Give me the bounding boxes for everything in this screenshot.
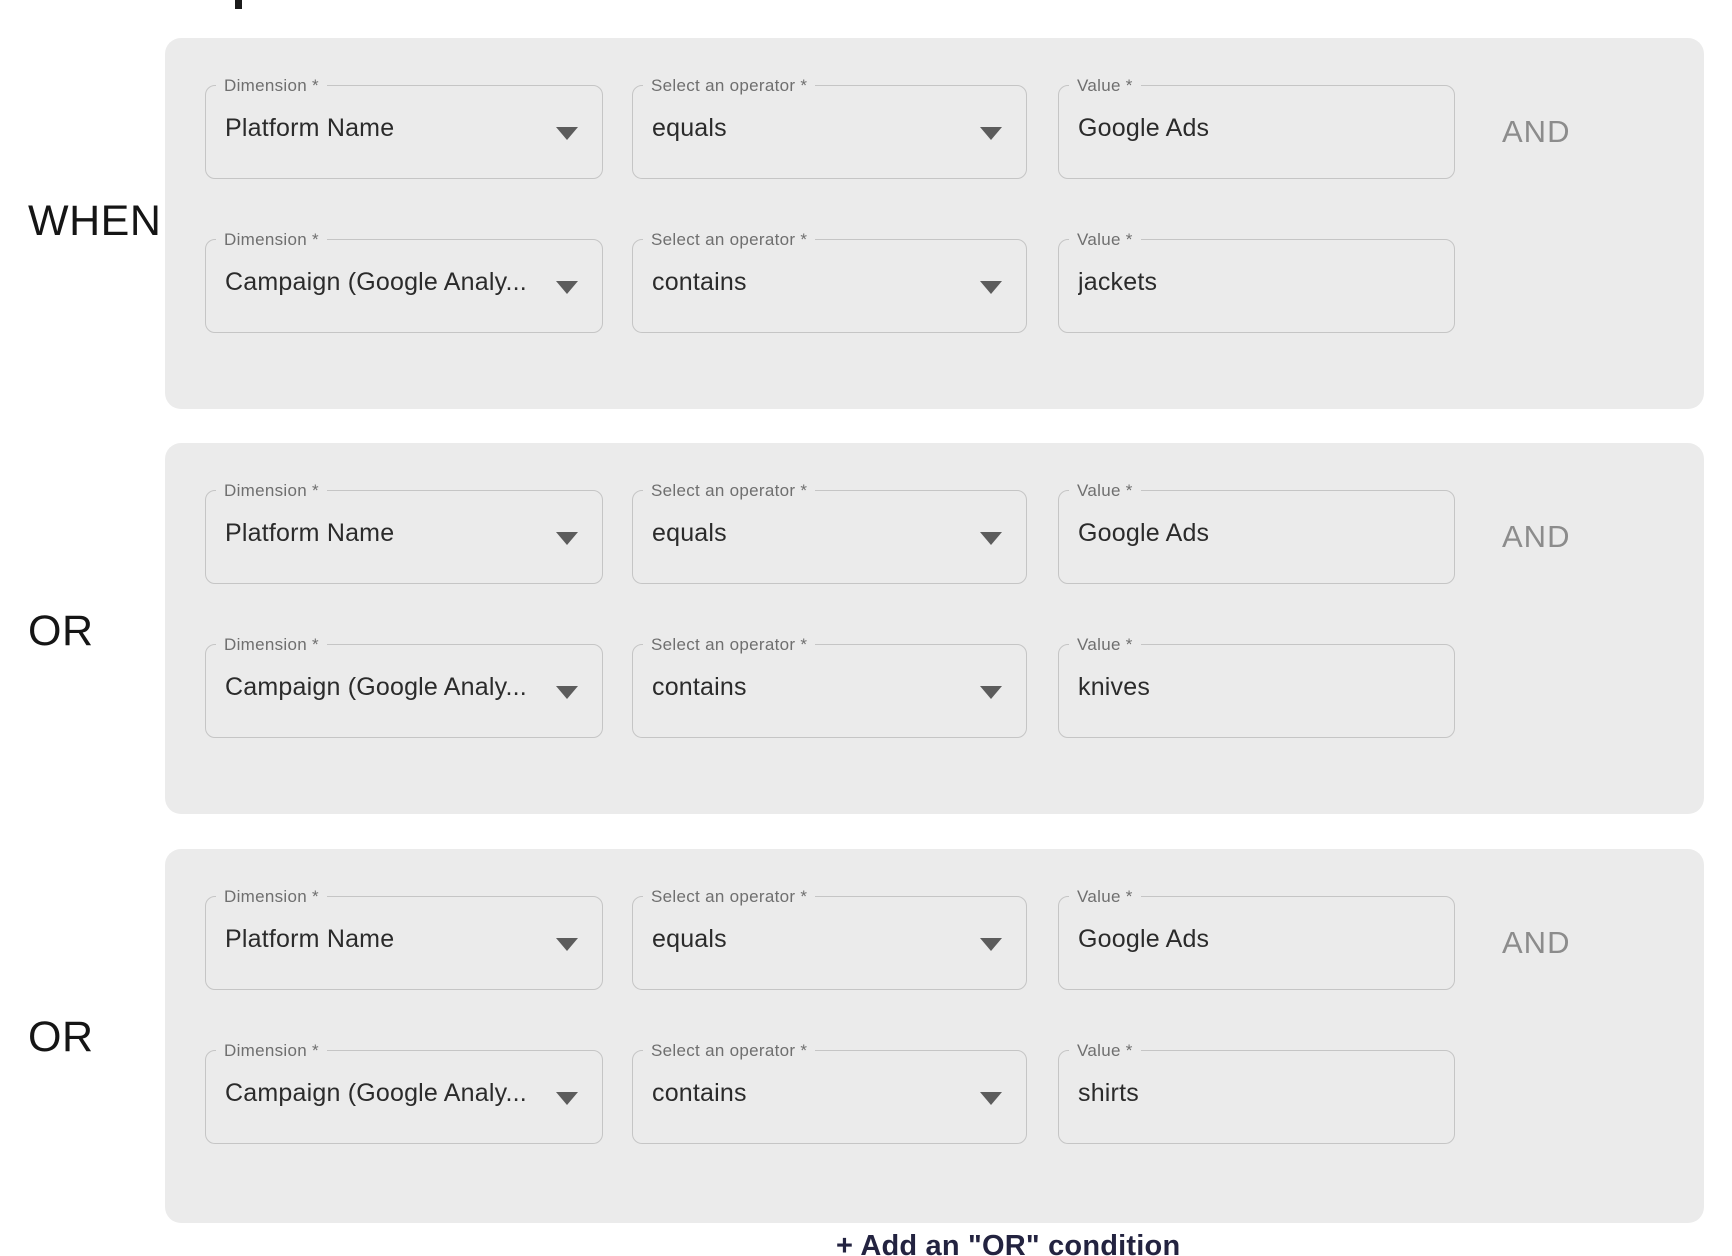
value-input[interactable]	[1058, 230, 1455, 333]
dimension-select[interactable]	[205, 481, 603, 584]
and-connector-label: AND	[1502, 519, 1571, 554]
operator-value: equals	[652, 925, 727, 953]
dimension-label: Dimension *	[216, 887, 327, 907]
value-label: Value *	[1069, 1041, 1141, 1061]
dimension-label: Dimension *	[216, 1041, 327, 1061]
operator-value: contains	[652, 268, 747, 296]
value-text: knives	[1078, 673, 1151, 701]
operator-select[interactable]	[632, 481, 1027, 584]
operator-select[interactable]	[632, 1041, 1027, 1144]
dimension-label: Dimension *	[216, 635, 327, 655]
dimension-select[interactable]	[205, 635, 603, 738]
dimension-select[interactable]	[205, 1041, 603, 1144]
chevron-down-icon[interactable]	[980, 686, 1002, 699]
condition-group-3	[165, 849, 1704, 1223]
dimension-value: Campaign (Google Analy...	[225, 1079, 527, 1107]
chevron-down-icon[interactable]	[556, 938, 578, 951]
operator-label: Select an operator *	[643, 76, 815, 96]
group-connector-or-2: OR	[28, 1013, 94, 1061]
value-input[interactable]	[1058, 887, 1455, 990]
and-connector-label: AND	[1502, 925, 1571, 960]
operator-label: Select an operator *	[643, 230, 815, 250]
condition-group-1	[165, 38, 1704, 409]
operator-select[interactable]	[632, 635, 1027, 738]
dimension-value: Campaign (Google Analy...	[225, 673, 527, 701]
chevron-down-icon[interactable]	[556, 686, 578, 699]
value-label: Value *	[1069, 76, 1141, 96]
value-text: jackets	[1078, 268, 1158, 296]
operator-value: equals	[652, 519, 727, 547]
dimension-value: Campaign (Google Analy...	[225, 268, 527, 296]
value-text: Google Ads	[1078, 925, 1210, 953]
add-or-condition-button[interactable]: + Add an "OR" condition	[836, 1230, 1181, 1256]
operator-select[interactable]	[632, 230, 1027, 333]
and-connector-label: AND	[1502, 114, 1571, 149]
value-text: shirts	[1078, 1079, 1139, 1107]
dimension-value: Platform Name	[225, 925, 395, 953]
dimension-select[interactable]	[205, 230, 603, 333]
value-label: Value *	[1069, 635, 1141, 655]
dimension-label: Dimension *	[216, 481, 327, 501]
chevron-down-icon[interactable]	[556, 281, 578, 294]
operator-select[interactable]	[632, 76, 1027, 179]
dimension-label: Dimension *	[216, 76, 327, 96]
value-text: Google Ads	[1078, 519, 1210, 547]
dimension-select[interactable]	[205, 76, 603, 179]
chevron-down-icon[interactable]	[980, 1092, 1002, 1105]
cropped-heading-fragment	[235, 0, 242, 9]
group-connector-when: WHEN	[28, 197, 162, 245]
dimension-value: Platform Name	[225, 114, 395, 142]
operator-value: contains	[652, 1079, 747, 1107]
value-text: Google Ads	[1078, 114, 1210, 142]
operator-label: Select an operator *	[643, 1041, 815, 1061]
operator-label: Select an operator *	[643, 887, 815, 907]
value-label: Value *	[1069, 887, 1141, 907]
operator-label: Select an operator *	[643, 481, 815, 501]
operator-label: Select an operator *	[643, 635, 815, 655]
value-input[interactable]	[1058, 481, 1455, 584]
operator-value: contains	[652, 673, 747, 701]
dimension-value: Platform Name	[225, 519, 395, 547]
chevron-down-icon[interactable]	[556, 127, 578, 140]
chevron-down-icon[interactable]	[556, 532, 578, 545]
chevron-down-icon[interactable]	[980, 938, 1002, 951]
group-connector-or-1: OR	[28, 607, 94, 655]
value-label: Value *	[1069, 481, 1141, 501]
chevron-down-icon[interactable]	[556, 1092, 578, 1105]
chevron-down-icon[interactable]	[980, 281, 1002, 294]
chevron-down-icon[interactable]	[980, 532, 1002, 545]
operator-select[interactable]	[632, 887, 1027, 990]
dimension-label: Dimension *	[216, 230, 327, 250]
operator-value: equals	[652, 114, 727, 142]
value-input[interactable]	[1058, 635, 1455, 738]
chevron-down-icon[interactable]	[980, 127, 1002, 140]
value-input[interactable]	[1058, 76, 1455, 179]
value-label: Value *	[1069, 230, 1141, 250]
dimension-select[interactable]	[205, 887, 603, 990]
value-input[interactable]	[1058, 1041, 1455, 1144]
condition-group-2	[165, 443, 1704, 814]
